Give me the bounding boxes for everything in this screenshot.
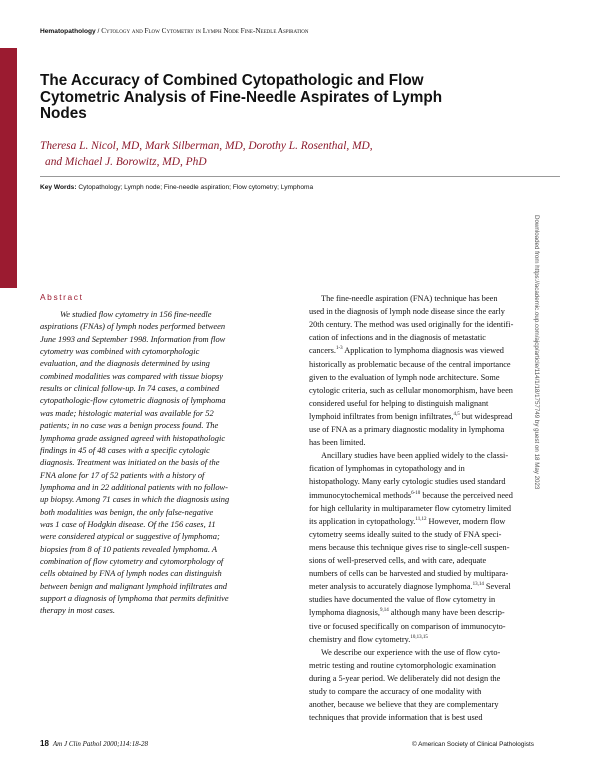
body-line — [309, 634, 557, 646]
body-line — [309, 686, 557, 698]
article-title: The Accuracy of Combined Cytopathologic and Flow Cytometric Analysis of Fine-Needle Aspirates of Lymph Nodes — [40, 72, 443, 122]
body-text-run: considered useful for helping to distinguish malignant — [309, 398, 489, 408]
body-line — [309, 621, 557, 633]
body-text-run: chemistry and flow cytometry. — [309, 634, 411, 644]
body-text-run: meter analysis to accurately diagnose lymphoma. — [309, 582, 473, 592]
body-line — [309, 503, 557, 515]
body-text-run: 20th century. The method was used originally for the identifi- — [309, 320, 514, 330]
body-text-run: for high cellularity in multiparameter flow cytometry limited — [309, 503, 512, 513]
body-line — [309, 398, 557, 410]
page-number: 18 — [40, 739, 49, 748]
body-text-run: used in the diagnosis of lymph node disease since the early — [309, 307, 505, 317]
body-line — [309, 345, 557, 357]
download-watermark: Downloaded from https://academic.oup.com/ajcp/article/114/1/18/1757749 by guest on 18 May 2023 — [533, 215, 540, 490]
body-text-run: tive or focused specifically on comparison of immunocyto- — [309, 621, 506, 631]
body-text-run: cancers. — [309, 346, 336, 356]
body-text-run: Several — [483, 582, 511, 592]
body-line — [309, 529, 557, 541]
body-text-run: historically as problematic because of the central importance — [309, 359, 511, 369]
abstract-line: diagnosis. Treatment was initiated on the basis of the — [40, 457, 220, 468]
body-text-run: However, modern flow — [426, 516, 506, 526]
body-text-run: its application in cytopathology. — [309, 516, 416, 526]
body-line — [309, 319, 557, 331]
body-line — [309, 359, 557, 371]
body-line — [309, 607, 557, 619]
body-line — [309, 411, 557, 423]
abstract-line: lymphoma grade assigned agreed with histopathologic — [40, 432, 226, 443]
citation-reference: 9,14 — [379, 608, 389, 614]
abstract-line: lymphoma and in 22 additional patients with no follow- — [40, 481, 228, 492]
body-line — [309, 332, 557, 344]
abstract-line: combination of flow cytometry and cytomorphology of — [40, 556, 224, 566]
body-text-run: but widespread — [459, 411, 513, 421]
abstract-line: We studied flow cytometry in 156 fine-needle — [60, 309, 212, 319]
body-text-run: immunocytochemical methods — [309, 490, 412, 500]
abstract-line: were considered atypical or suggestive of lymphoma; — [40, 531, 220, 542]
authors-line-2: and Michael J. Borowitz, MD, PhD — [45, 155, 207, 168]
body-line — [309, 490, 557, 502]
abstract-line: therapy in most cases. — [40, 605, 115, 616]
abstract-line: aspirations (FNAs) of lymph nodes performed between — [40, 321, 226, 332]
abstract-line: both modalities was benign, the only false-negative — [40, 506, 214, 517]
citation-reference: 4,5 — [453, 412, 460, 418]
body-text-run: because the perceived need — [420, 490, 513, 500]
body-text-run: although many have been descrip- — [388, 608, 505, 618]
section-color-bar — [0, 48, 17, 288]
body-line — [309, 581, 557, 593]
body-line — [309, 594, 557, 606]
body-text-run: We describe our experience with the use of flow cyto- — [321, 647, 501, 657]
citation-reference: 11,12 — [415, 516, 427, 522]
abstract-line: patients; in no case was a benign process found. The — [40, 420, 219, 431]
body-line — [309, 542, 557, 554]
abstract-line: up biopsy. Among 71 cases in which the diagnosis using — [40, 494, 230, 505]
body-text-run: study to compare the accuracy of one modality with — [309, 687, 482, 696]
body-line — [309, 673, 557, 685]
body-line — [309, 424, 557, 436]
abstract-line: combined modalities was compared with tissue biopsy — [40, 370, 223, 381]
body-line — [309, 463, 557, 475]
body-text-run: cation of infections and in the diagnosis of metastatic — [309, 333, 486, 343]
body-line — [309, 372, 557, 384]
body-text-run: another, because we believe that they are complementary — [309, 700, 499, 710]
body-line — [309, 712, 557, 724]
body-text-run: lymphoid infiltrates from benign infiltrates, — [309, 411, 454, 421]
abstract-line: results or clinical follow-up. In 74 cases, a combined — [40, 383, 220, 394]
author-list — [40, 139, 470, 170]
abstract-line: biopsies from 8 of 10 patients revealed lymphoma. A — [40, 543, 218, 554]
abstract-line: cytometry was combined with cytomorphologic — [40, 346, 200, 357]
footer-copyright: © American Society of Clinical Pathologists — [412, 741, 534, 748]
body-text-run: sions of well-preserved cells, and with care, adequate — [309, 556, 487, 565]
abstract-line: support a diagnosis of lymphoma that permits definitive — [40, 593, 229, 604]
body-text-run: fication of lymphomas in cytopathology and in — [309, 464, 465, 474]
abstract-line: cytopathologic-flow cytometric diagnosis of lymphoma — [40, 395, 226, 406]
body-line — [309, 306, 557, 318]
body-line — [309, 699, 557, 711]
body-text-run: cytologic criteria, such as cellular monomorphism, have been — [309, 385, 513, 395]
body-line — [309, 476, 557, 488]
authors-line-1: Theresa L. Nicol, MD, Mark Silberman, MD, Dorothy L. Rosenthal, MD, — [40, 140, 373, 152]
abstract-line: was 1 case of Hodgkin disease. Of the 156 cases, 11 — [40, 518, 216, 529]
body-text-run: lymphoma diagnosis, — [309, 608, 380, 618]
abstract-line: findings in 45 of 48 cases with a specific cytologic — [40, 444, 210, 455]
citation-reference: 13,14 — [472, 582, 484, 588]
abstract-line: FNA alone for 17 of 52 patients with a history of — [40, 469, 205, 480]
body-text-run: given to the evaluation of lymph node architecture. Some — [309, 372, 500, 382]
body-line — [309, 437, 557, 449]
body-text-run: studies have documented the value of flow cytometry in — [309, 595, 496, 605]
body-text-run: metric testing and routine cytomorphologic examination — [309, 660, 496, 670]
footer-left — [40, 739, 148, 748]
body-line — [309, 568, 557, 580]
body-line — [309, 555, 557, 567]
citation-reference: 6-10 — [411, 490, 421, 496]
abstract-line: between benign and malignant lymphoid infiltrates and — [40, 580, 228, 591]
body-text-run: has been limited. — [309, 438, 366, 448]
body-line — [309, 450, 569, 462]
body-line — [309, 647, 569, 659]
body-text-run: The fine-needle aspiration (FNA) technique has been — [321, 294, 498, 303]
journal-citation: Am J Clin Pathol 2000;114:18-28 — [52, 740, 149, 748]
body-line — [309, 385, 557, 397]
citation-reference: 10,13,15 — [410, 634, 428, 640]
citation-reference: 1-3 — [335, 346, 343, 352]
header-subsection: Cytology and Flow Cytometry in Lymph Node Fine-Needle Aspiration — [101, 27, 309, 35]
body-text-run: mens because this technique gives rise to single-cell suspen- — [309, 542, 510, 552]
body-text-run: techniques that provide information that is best used — [309, 713, 483, 723]
body-text-run: Ancillary studies have been applied widely to the classi- — [321, 451, 509, 461]
body-text-run: use of FNA as a primary diagnostic modality in lymphoma — [309, 425, 505, 434]
body-line — [309, 293, 569, 305]
divider — [40, 176, 560, 177]
body-text-run: Application to lymphoma diagnosis was viewed — [342, 346, 504, 356]
abstract-line: evaluation, and the diagnosis determined by using — [40, 358, 210, 369]
body-line — [309, 516, 557, 528]
body-text-run: histopathology. Many early cytologic studies used standard — [309, 477, 506, 487]
header-separator: / — [95, 28, 102, 35]
abstract-line: was made; histologic material was available for 52 — [40, 407, 214, 418]
body-text-run: numbers of cells can be harvested and studied by multipara- — [309, 569, 509, 579]
abstract-heading: Abstract — [40, 292, 84, 302]
header-section: Hematopathology — [40, 28, 96, 35]
keywords — [40, 184, 560, 191]
keywords-list: Cytopathology; Lymph node; Fine-needle aspiration; Flow cytometry; Lymphoma — [76, 184, 314, 191]
abstract-line: cells obtained by FNA of lymph nodes can distinguish — [40, 568, 222, 579]
body-line — [309, 660, 557, 672]
body-text-run: cytometry seems ideally suited to the study of FNA speci- — [309, 529, 502, 539]
running-header — [40, 27, 309, 35]
keywords-label: Key Words: — [40, 184, 77, 191]
abstract-line: June 1993 and September 1998. Information from flow — [40, 333, 226, 344]
body-text-run: during a 5-year period. We deliberately did not design the — [309, 673, 501, 683]
